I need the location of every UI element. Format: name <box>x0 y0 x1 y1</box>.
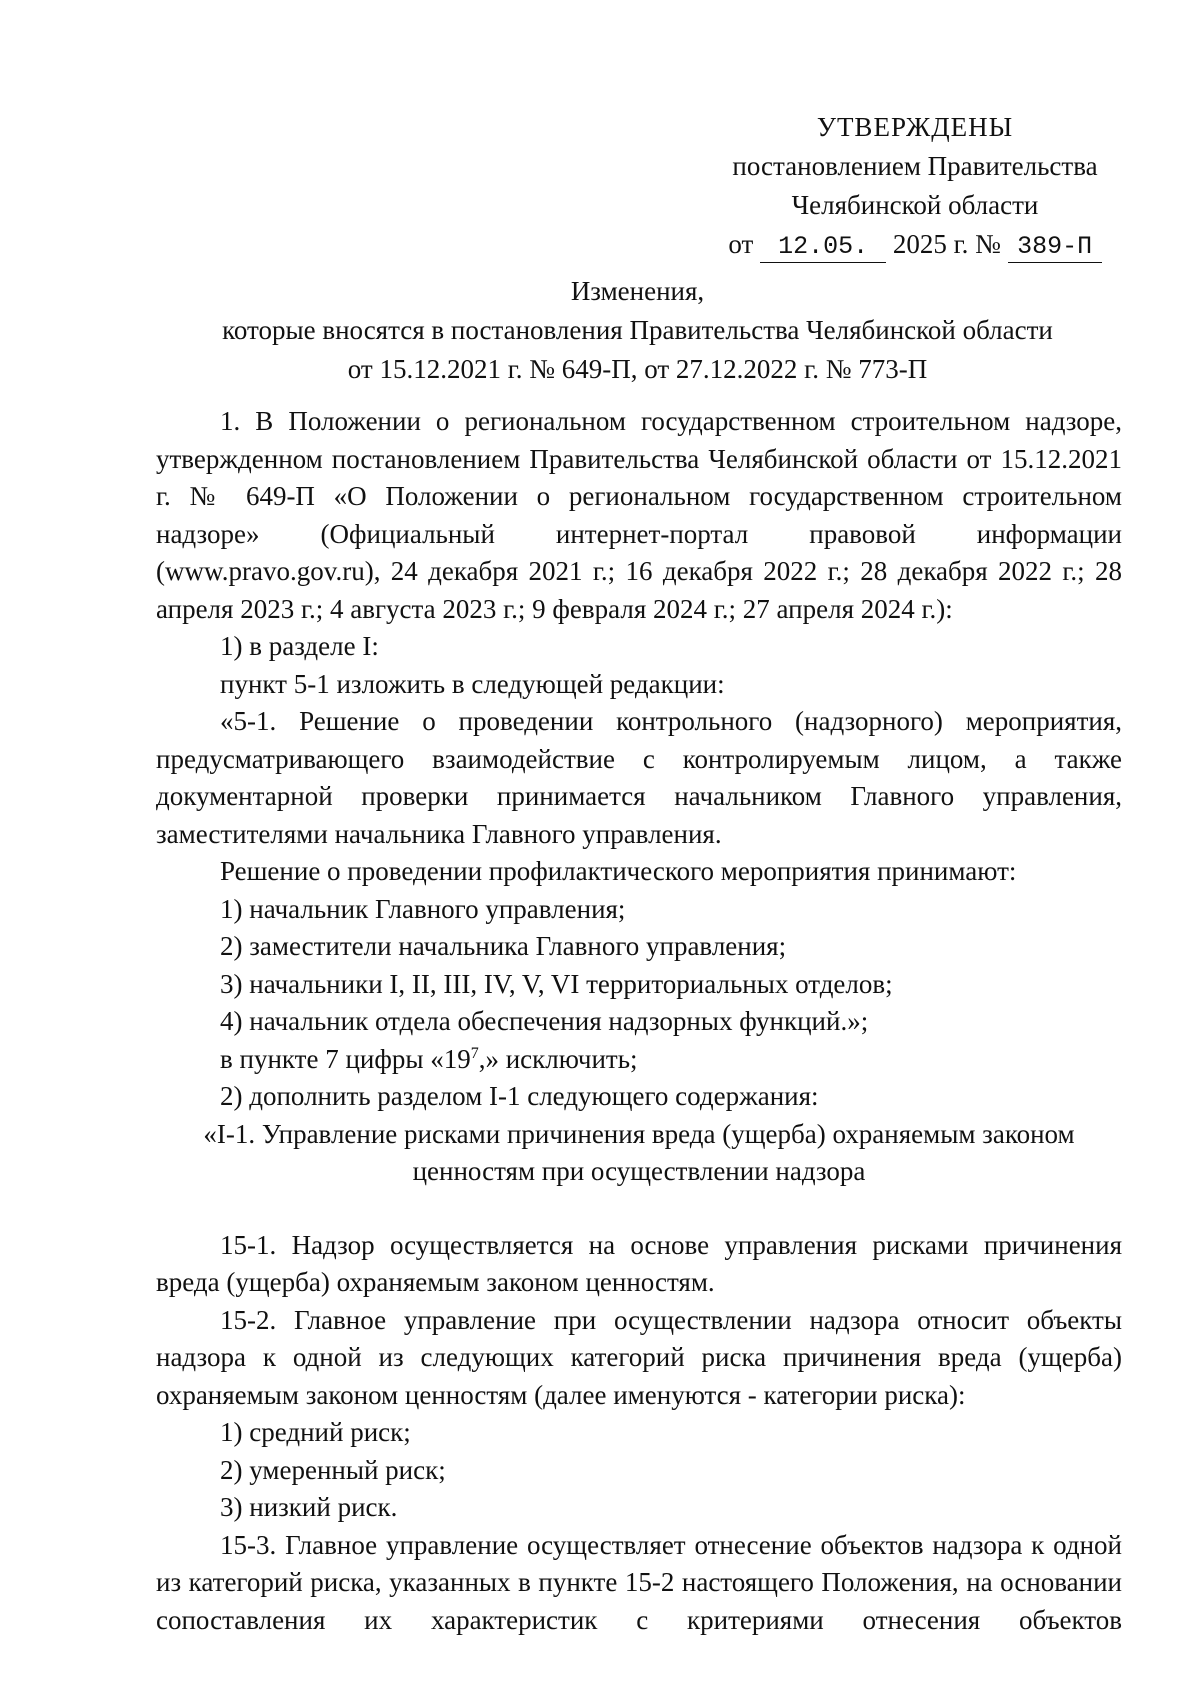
list-item-2: 2) заместители начальника Главного управления; <box>220 931 787 961</box>
heading-line-3: от 15.12.2021 г. № 649-П, от 27.12.2022 г. № 773-П <box>347 354 928 384</box>
risk-item-3: 3) низкий риск. <box>220 1492 398 1522</box>
paragraph-2: 1) в разделе I: <box>220 631 379 661</box>
risk-item-1: 1) средний риск; <box>220 1417 411 1447</box>
approval-line-1: постановлением Правительства <box>732 151 1098 181</box>
paragraph-add-section: 2) дополнить разделом I-1 следующего содержания: <box>220 1081 819 1111</box>
paragraph-15-3: 15-3. Главное управление осуществляет отнесение объектов надзора к одной из категорий риска, указанных в пункте 15-2 настоящего Положения, на основании сопоставления их характеристик с критериями отнесения объектов <box>156 1529 1122 1635</box>
section-title: «I-1. Управление рисками причинения вреда (ущерба) охраняемым законом ценностям при осуществлении надзора <box>203 1118 1075 1186</box>
exclude-text-before: в пункте 7 цифры «19 <box>220 1043 471 1074</box>
paragraph-exclude <box>156 1041 1122 1079</box>
heading-line-1: Изменения, <box>570 276 705 306</box>
paragraph-15-2: 15-2. Главное управление при осуществлении надзора относит объекты надзора к одной из следующих категорий риска причинения вреда (ущерба) охраняемым законом ценностям (далее именуются - категории риска): <box>156 1304 1122 1410</box>
paragraph-15-1: 15-1. Надзор осуществляется на основе управления рисками причинения вреда (ущерба) охраняемым законом ценностям. <box>156 1229 1122 1297</box>
approval-stamp <box>700 108 1130 264</box>
risk-item-2: 2) умеренный риск; <box>220 1454 446 1485</box>
approval-line-2: Челябинской области <box>791 190 1039 220</box>
approval-title: УТВЕРЖДЕНЫ <box>816 112 1014 142</box>
exclude-text-after: ,» исключить; <box>478 1043 638 1074</box>
list-item-3: 3) начальники I, II, III, IV, V, VI территориальных отделов; <box>220 968 893 999</box>
approval-date-line <box>700 225 1130 264</box>
heading-line-2: которые вносятся в постановления Правительства Челябинской области <box>222 315 1053 345</box>
paragraph-3: пункт 5-1 изложить в следующей редакции: <box>220 668 725 699</box>
approval-year: 2025 г. № <box>892 229 1001 259</box>
spacer <box>156 1191 1122 1227</box>
paragraph-5: Решение о проведении профилактического мероприятия принимают: <box>220 856 1017 886</box>
document-heading <box>150 272 1125 389</box>
paragraph-1: 1. В Положении о региональном государственном строительном надзоре, утвержденном постановлением Правительства Челябинской области от 15.12.2021 г. № 649-П «О Положении о региональном государственном строительном надзоре» (Официальный интернет-портал правовой информации (www.pravo.gov.ru), 24 декабря 2021 г.; 16 декабря 2022 г.; 28 декабря 2022 г.; 28 апреля 2023 г.; 4 августа 2023 г.; 9 февраля 2024 г.; 27 апреля 2024 г.): <box>156 406 1122 624</box>
exclude-superscript: 7 <box>470 1044 479 1062</box>
list-item-1: 1) начальник Главного управления; <box>220 893 626 924</box>
approval-date: 12.05. <box>760 232 886 263</box>
paragraph-4: «5-1. Решение о проведении контрольного (надзорного) мероприятия, предусматривающего взаимодействие с контролируемым лицом, а также документарной проверки принимается начальником Главного управления, заместителями начальника Главного управления. <box>156 706 1122 849</box>
approval-number: 389-П <box>1008 232 1102 263</box>
document-body <box>156 403 1122 1639</box>
from-label: от <box>728 229 754 259</box>
list-item-4: 4) начальник отдела обеспечения надзорных функций.»; <box>220 1006 869 1036</box>
